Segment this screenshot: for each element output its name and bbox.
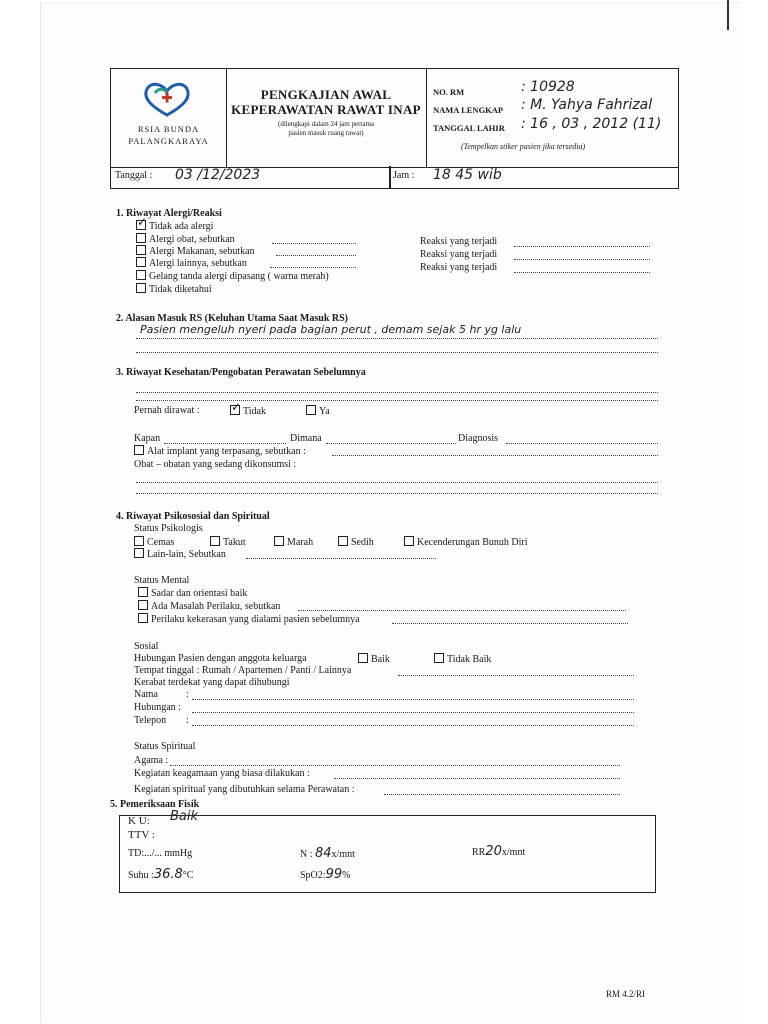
form-title-cell: [226, 69, 427, 167]
suhu-field[interactable]: Suhu :36.8°C: [128, 867, 194, 882]
checkbox-checked-icon[interactable]: ✓: [231, 400, 242, 414]
lain-lain-option[interactable]: Lain-lain, Sebutkan: [134, 548, 226, 561]
psi-option[interactable]: Takut: [210, 536, 246, 549]
tidak-baik-option[interactable]: Tidak Baik: [434, 653, 491, 666]
status-mental-label: Status Mental: [134, 575, 190, 586]
pernah-dirawat-label: Pernah dirawat :: [134, 405, 200, 416]
nama-label: NAMA LENGKAP: [433, 105, 504, 115]
fill-line[interactable]: [170, 765, 620, 766]
kerabat-telepon-label: Telepon: [134, 715, 167, 726]
sticker-note: (Tempelkan stiker pasien jika tersedia): [461, 142, 586, 151]
ku-value[interactable]: Baik: [170, 809, 199, 824]
fill-line[interactable]: [136, 338, 658, 339]
rr-value[interactable]: 20: [485, 844, 502, 859]
pernah-ya-option[interactable]: Ya: [306, 405, 330, 418]
hospital-logo-icon: [139, 79, 195, 119]
tgl-lahir-value[interactable]: : 16 , 03 , 2012 (11): [521, 116, 662, 132]
section-3-title: 3. Riwayat Kesehatan/Pengobatan Perawatan Sebelumnya: [116, 367, 366, 378]
implant-option[interactable]: Alat implant yang terpasang, sebutkan :: [134, 445, 306, 458]
ku-label: K U:: [128, 815, 150, 827]
tempat-tinggal-label: Tempat tinggal : Rumah / Apartemen / Panti / Lainnya: [134, 665, 352, 676]
jam-value[interactable]: 18 45 wib: [433, 167, 502, 183]
allergy-option[interactable]: ✓ Tidak ada alergi: [137, 215, 214, 232]
fill-line[interactable]: [136, 392, 658, 393]
psi-option[interactable]: Cemas: [134, 536, 174, 549]
checkbox-icon[interactable]: [138, 587, 148, 597]
allergy-option[interactable]: Alergi obat, sebutkan: [136, 233, 235, 246]
mental-option[interactable]: Ada Masalah Perilaku, sebutkan: [138, 600, 280, 613]
form-subtitle: (dilengkapi dalam 24 jam pertama pasien masuk ruang rawat): [277, 120, 375, 137]
no-rm-label: NO. RM: [433, 87, 465, 97]
fill-line[interactable]: [136, 493, 658, 494]
hubungan-keluarga-label: Hubungan Pasien dengan anggota keluarga: [134, 653, 307, 664]
reaksi-label: Reaksi yang terjadi: [420, 249, 498, 260]
fill-line[interactable]: [192, 712, 634, 713]
mental-option[interactable]: Sadar dan orientasi baik: [138, 587, 247, 600]
fill-line[interactable]: [514, 246, 650, 247]
fill-line[interactable]: [384, 794, 620, 795]
allergy-option[interactable]: Alergi lainnya, sebutkan: [136, 257, 247, 270]
diagnosis-label: Diagnosis: [458, 433, 498, 444]
no-rm-value[interactable]: : 10928: [521, 79, 575, 95]
colon: :: [186, 689, 189, 700]
jam-label: Jam :: [393, 170, 415, 181]
obat-label: Obat – obatan yang sedang dikonsumsi :: [134, 459, 297, 470]
baik-option[interactable]: Baik: [358, 653, 390, 666]
fill-line[interactable]: [136, 482, 658, 483]
checkbox-icon[interactable]: [274, 536, 284, 546]
checkbox-icon[interactable]: [136, 283, 146, 293]
date-time-row: [110, 166, 679, 189]
reaksi-label: Reaksi yang terjadi: [420, 236, 498, 247]
fill-line[interactable]: [246, 558, 436, 559]
mental-option[interactable]: Perilaku kekerasan yang dialami pasien sebelumnya: [138, 613, 360, 626]
tanggal-value[interactable]: 03 /12/2023: [175, 167, 261, 183]
fill-line[interactable]: [136, 352, 658, 353]
fill-line[interactable]: [298, 610, 626, 611]
kegiatan-spiritual-label: Kegiatan spiritual yang dibutuhkan selama Perawatan :: [134, 784, 355, 795]
keluhan-answer[interactable]: Pasien mengeluh nyeri pada bagian perut , demam sejak 5 hr yg lalu: [140, 323, 522, 336]
vital-signs-box: [119, 815, 656, 893]
fill-line[interactable]: [326, 443, 456, 444]
checkbox-checked-icon[interactable]: ✓: [137, 215, 148, 229]
section-1-title: 1. Riwayat Alergi/Reaksi: [116, 208, 222, 219]
checkbox-icon[interactable]: [136, 245, 146, 255]
allergy-option[interactable]: Tidak diketahui: [136, 283, 212, 296]
status-psikologis-label: Status Psikologis: [134, 523, 203, 534]
n-value[interactable]: 84: [315, 846, 332, 861]
ttv-label: TTV :: [128, 829, 155, 841]
psi-option[interactable]: Kecenderungan Bunuh Diri: [404, 536, 528, 549]
kapan-label: Kapan: [134, 433, 161, 444]
fill-line[interactable]: [136, 400, 658, 401]
reaksi-label: Reaksi yang terjadi: [420, 262, 498, 273]
fill-line[interactable]: [192, 725, 634, 726]
hospital-name: RSIA BUNDA PALANGKARAYA: [128, 124, 209, 146]
section-2-title: 2. Alasan Masuk RS (Keluhan Utama Saat Masuk RS): [116, 313, 348, 324]
kegiatan-keagamaan-label: Kegiatan keagamaan yang biasa dilakukan :: [134, 768, 310, 779]
kerabat-label: Kerabat terdekat yang dapat dihubungi: [134, 677, 290, 688]
checkbox-icon[interactable]: [136, 257, 146, 267]
fill-line[interactable]: [506, 443, 658, 444]
fill-line[interactable]: [514, 272, 650, 273]
checkbox-icon[interactable]: [136, 270, 146, 280]
kerabat-nama-label: Nama: [134, 689, 158, 700]
fill-line[interactable]: [164, 443, 286, 444]
checkbox-icon[interactable]: [136, 233, 146, 243]
agama-label: Agama :: [134, 755, 169, 766]
pernah-tidak-option[interactable]: ✓ Tidak: [231, 400, 266, 417]
checkbox-icon[interactable]: [134, 445, 144, 455]
row-separator: [389, 166, 391, 188]
nama-value[interactable]: : M. Yahya Fahrizal: [521, 97, 653, 113]
checkbox-icon[interactable]: [134, 536, 144, 546]
psi-option[interactable]: Marah: [274, 536, 313, 549]
checkbox-icon[interactable]: [134, 548, 144, 558]
n-field[interactable]: N : 84x/mnt: [300, 846, 355, 861]
fill-line[interactable]: [332, 455, 658, 456]
tanggal-label: Tanggal :: [115, 170, 153, 181]
checkbox-icon[interactable]: [138, 600, 148, 610]
fill-line[interactable]: [276, 255, 356, 256]
colon: :: [186, 715, 189, 726]
tgl-lahir-label: TANGGAL LAHIR: [433, 123, 505, 133]
rr-field[interactable]: RR20x/mnt: [472, 844, 526, 859]
fill-line[interactable]: [398, 675, 634, 676]
fill-line[interactable]: [334, 778, 620, 779]
checkbox-icon[interactable]: [434, 653, 444, 663]
hospital-logo-cell: [111, 69, 227, 167]
fill-line[interactable]: [514, 259, 650, 260]
checkbox-icon[interactable]: [210, 536, 220, 546]
fill-line[interactable]: [270, 267, 356, 268]
fill-line[interactable]: [272, 243, 356, 244]
checkbox-icon[interactable]: [338, 536, 348, 546]
spo2-field[interactable]: SpO2:99%: [300, 867, 351, 882]
allergy-option[interactable]: Gelang tanda alergi dipasang ( warna merah): [136, 270, 329, 283]
dimana-label: Dimana: [290, 433, 322, 444]
form-code: RM 4.2/RI: [606, 989, 646, 999]
section-5-title: 5. Pemeriksaan Fisik: [110, 799, 200, 810]
psi-option[interactable]: Sedih: [338, 536, 374, 549]
section-4-title: 4. Riwayat Psikososial dan Spiritual: [116, 511, 270, 522]
form-header: [110, 68, 679, 168]
td-label[interactable]: TD:.../... mmHg: [128, 848, 193, 859]
scan-edge-mark: [727, 0, 729, 30]
fill-line[interactable]: [192, 699, 634, 700]
kerabat-hubungan-label: Hubungan :: [134, 702, 181, 713]
spo2-value[interactable]: 99: [325, 867, 343, 882]
form-title: PENGKAJIAN AWAL KEPERAWATAN RAWAT INAP: [231, 87, 421, 117]
checkbox-icon[interactable]: [306, 405, 316, 415]
checkbox-icon[interactable]: [404, 536, 414, 546]
allergy-option[interactable]: Alergi Makanan, sebutkan: [136, 245, 255, 258]
status-spiritual-label: Status Spiritual: [134, 741, 196, 752]
checkbox-icon[interactable]: [358, 653, 368, 663]
suhu-value[interactable]: 36.8: [153, 867, 183, 882]
sosial-label: Sosial: [134, 641, 159, 652]
checkbox-icon[interactable]: [138, 613, 148, 623]
fill-line[interactable]: [392, 623, 628, 624]
